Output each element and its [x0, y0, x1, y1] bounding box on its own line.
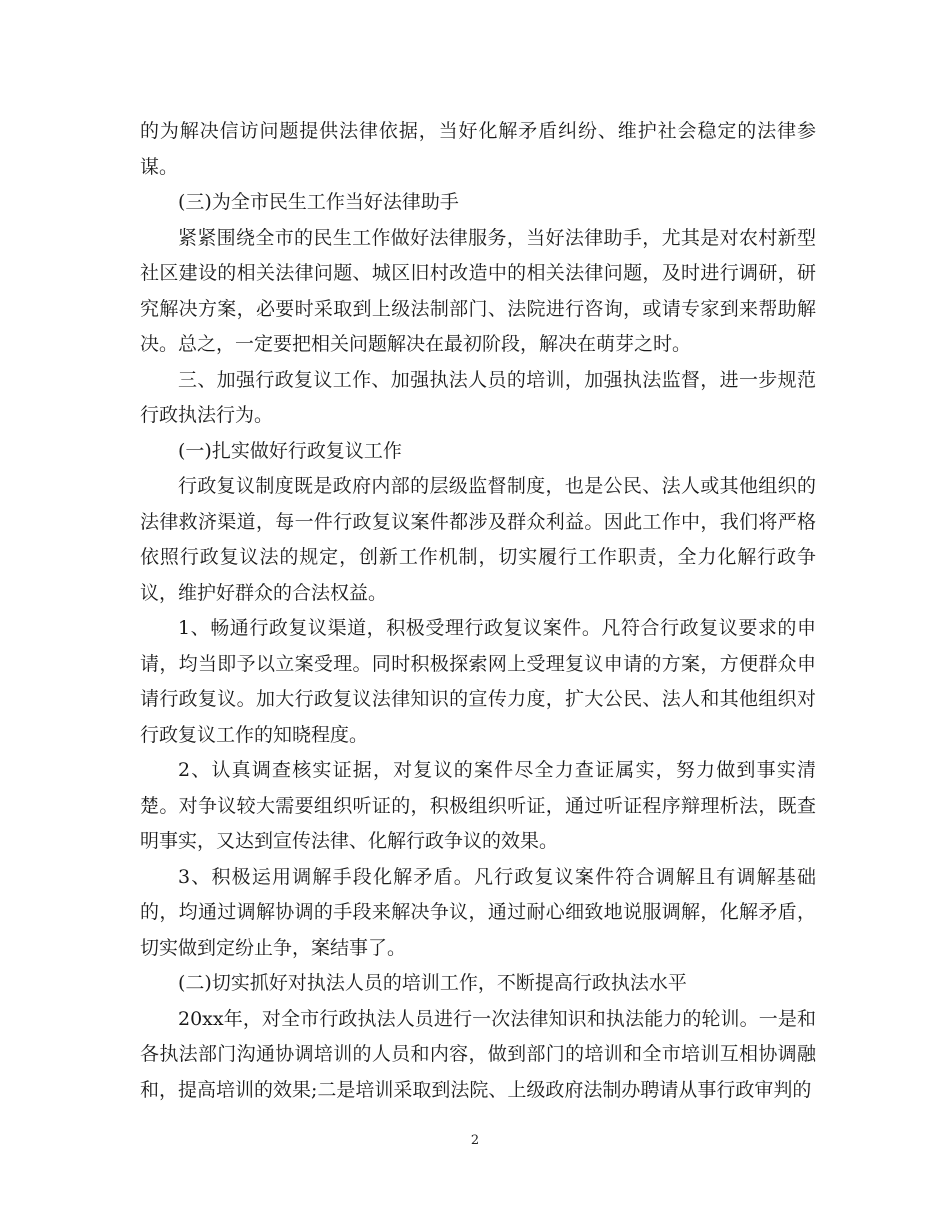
paragraph-5-heading: (一)扎实做好行政复议工作 [178, 439, 402, 462]
paragraph-4-heading: 三、加强行政复议工作、加强执法人员的培训，加强执法监督，进一步规范行政执法行为。 [140, 368, 816, 426]
page-number: 2 [470, 1133, 480, 1148]
paragraph-1: 的为解决信访问题提供法律依据，当好化解矛盾纠纷、维护社会稳定的法律参谋。 [140, 120, 816, 178]
page-body [140, 114, 816, 1108]
paragraph-6: 行政复议制度既是政府内部的层级监督制度，也是公民、法人或其他组织的法律救济渠道，每一件行政复议案件都涉及群众利益。因此工作中，我们将严格依照行政复议法的规定，创新工作机制，切实履行工作职责，全力化解行政争议，维护好群众的合法权益。 [140, 475, 816, 604]
paragraph-10-heading: (二)切实抓好对执法人员的培训工作，不断提高行政执法水平 [178, 972, 687, 994]
paragraph-3: 紧紧围绕全市的民生工作做好法律服务，当好法律助手，尤其是对农村新型社区建设的相关法律问题、城区旧村改造中的相关法律问题，及时进行调研，研究解决方案，必要时采取到上级法制部门、法院进行咨询，或请专家到来帮助解决。总之，一定要把相关问题解决在最初阶段，解决在萌芽之时。 [140, 226, 816, 355]
paragraph-7: 1、畅通行政复议渠道，积极受理行政复议案件。凡符合行政复议要求的申请，均当即予以立案受理。同时积极探索网上受理复议申请的方案，方便群众申请行政复议。加大行政复议法律知识的宣传力度，扩大公民、法人和其他组织对行政复议工作的知晓程度。 [140, 617, 816, 746]
paragraph-2-heading: (三)为全市民生工作当好法律助手 [178, 191, 459, 213]
paragraph-11: 20xx年，对全市行政执法人员进行一次法律知识和执法能力的轮训。一是和各执法部门沟通协调培训的人员和内容，做到部门的培训和全市培训互相协调融和，提高培训的效果;二是培训采取到法院、上级政府法制办聘请从事行政审判的 [140, 1007, 816, 1101]
paragraph-9: 3、积极运用调解手段化解矛盾。凡行政复议案件符合调解且有调解基础的，均通过调解协调的手段来解决争议，通过耐心细致地说服调解，化解矛盾，切实做到定纷止争，案结事了。 [140, 865, 816, 959]
paragraph-8: 2、认真调查核实证据，对复议的案件尽全力查证属实，努力做到事实清楚。对争议较大需要组织听证的，积极组织听证，通过听证程序辩理析法，既查明事实，又达到宣传法律、化解行政争议的效果。 [140, 759, 816, 852]
